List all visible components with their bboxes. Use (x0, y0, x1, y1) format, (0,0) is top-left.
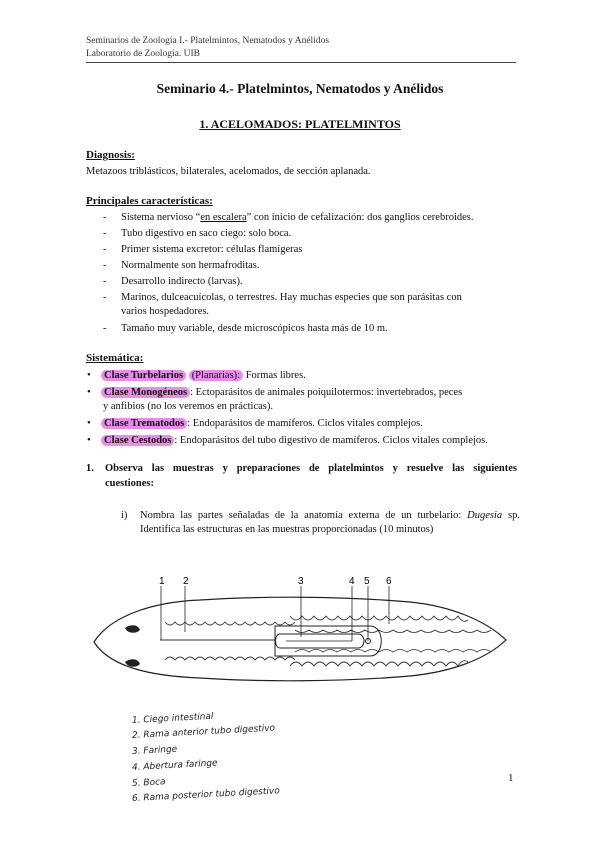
answer-1: 1. Ciego intestinal (131, 711, 214, 726)
diagnosis-heading: Diagnosis: (86, 149, 135, 161)
label-6: 6 (386, 576, 392, 587)
answer-6: 6. Rama posterior tubo digestivo (131, 786, 280, 804)
class-cestodos: Clase Cestodos : Endoparásitos del tubo digestivo de mamíferos. Ciclos vitales complejos. (101, 434, 488, 448)
sub-question-number: i) (121, 510, 128, 521)
list-item: Primer sistema excretor: células flamígeras (121, 244, 303, 255)
header-lab: Laboratorio de Zoología. UIB (86, 49, 200, 59)
diagnosis-text: Metazoos triblásticos, bilaterales, acelomados, de sección aplanada. (86, 166, 371, 177)
header-divider (86, 62, 516, 63)
answer-5: 5. Boca (131, 777, 166, 789)
list-item: Sistema nervioso “en escalera” con inicio de cefalización: dos ganglios cerebroides. (121, 212, 474, 223)
section-title: 1. ACELOMADOS: PLATELMINTOS (199, 117, 401, 131)
systematics-heading: Sistemática: (86, 352, 144, 364)
label-2: 2 (183, 576, 189, 587)
list-item: Normalmente son hermafroditas. (121, 260, 260, 271)
label-4: 4 (349, 576, 355, 587)
eyespot-icon (125, 625, 140, 633)
page-title: Seminario 4.- Platelmintos, Nematodos y Anélidos (156, 81, 444, 96)
page-number: 1 (508, 772, 514, 784)
list-item-continuation: varios hospedadores. (121, 306, 210, 317)
characteristics-heading: Principales características: (86, 195, 213, 207)
list-item: Tubo digestivo en saco ciego: solo boca. (121, 228, 292, 239)
label-1: 1 (159, 576, 165, 587)
list-item: Marinos, dulceacuícolas, o terrestres. Hay muchas especies que son parásitas con (121, 292, 462, 303)
class-turbelarios: Clase Turbelarios (Planarias): Formas libres. (101, 369, 306, 383)
class-monogeneos: Clase Monogéneos : Ectoparásitos de animales poiquilotermos: invertebrados, peces (101, 386, 462, 400)
answer-3: 3. Faringe (131, 744, 178, 757)
document-page: Seminarios de Zoología I.- Platelmintos, Nematodos y Anélidos Laboratorio de Zoología. UIB Seminario 4.- Platelmintos, Nematodos y Anélidos 1. ACELOMADOS: PLATELMINTOS Diagnosis: Metazoos triblásticos, bilaterales, acelomados, de sección aplanada. Principales características: - Sistema nervioso “en escalera” con inicio de cefalización: dos ganglios cerebroides. - Tubo digestivo en saco ciego: solo boca. - Primer sistema excretor: células flamígeras - Normalmente son hermafroditas. - Desarrollo indirecto (larvas). - Marinos, dulceacuícolas, o terrestres. Hay muchas especies que son parásitas con varios hospedadores. - Tamaño muy variable, desde microscópicos hasta más de 10 m. Sistemática: • Clase Turbelarios (Planarias): Formas libres. • Clase Monogéneos : Ectoparásitos de animales poiquilotermos: invertebrados, peces y anfibios (no los veremos en prácticas). • Clase Trematodos : Endoparásitos de mamíferos. Ciclos vitales complejos. • Clase Cestodos : Endoparásitos del tubo digestivo de mamíferos. Ciclos vitales complejos. 1. Observa las muestras y preparaciones de platelmintos y resuelve las siguientes cuestiones: i) Nombra las partes señaladas de la anatomía externa de un turbelario: Dugesia sp. Identifica las estructuras en las muestras proporcionadas (10 minutos) 1 2 3 4 5 6 1. Ciego intestinal 2. Rama anterior tubo digestivo 3. Faringe 4. Abertura faringe 5. Boca 6. Rama posterior tubo digestivo 1 (0, 0, 600, 848)
list-item: Tamaño muy variable, desde microscópicos hasta más de 10 m. (121, 323, 388, 334)
answer-4: 4. Abertura faringe (131, 758, 218, 773)
sub-question-text: Nombra las partes señaladas de la anatomía externa de un turbelario: Dugesia sp. (140, 510, 520, 521)
intestinal-cecum (165, 622, 295, 625)
answer-2: 2. Rama anterior tubo digestivo (131, 723, 276, 741)
exercise-text-cont: cuestiones: (105, 478, 154, 489)
list-item: Desarrollo indirecto (larvas). (121, 276, 243, 287)
sub-question-text-cont: Identifica las estructuras en las muestras proporcionadas (10 minutos) (140, 524, 434, 535)
exercise-number: 1. (86, 463, 94, 474)
header-course: Seminarios de Zoología I.- Platelmintos, Nematodos y Anélidos (86, 36, 330, 46)
planarian-diagram (90, 572, 510, 702)
label-5: 5 (364, 576, 370, 587)
class-trematodos: Clase Trematodos : Endoparásitos de mamíferos. Ciclos vitales complejos. (101, 417, 423, 431)
class-monogeneos-cont: y anfibios (no los veremos en prácticas). (103, 401, 273, 412)
exercise-text: Observa las muestras y preparaciones de platelmintos y resuelve las siguientes (105, 463, 517, 474)
label-3: 3 (298, 576, 304, 587)
